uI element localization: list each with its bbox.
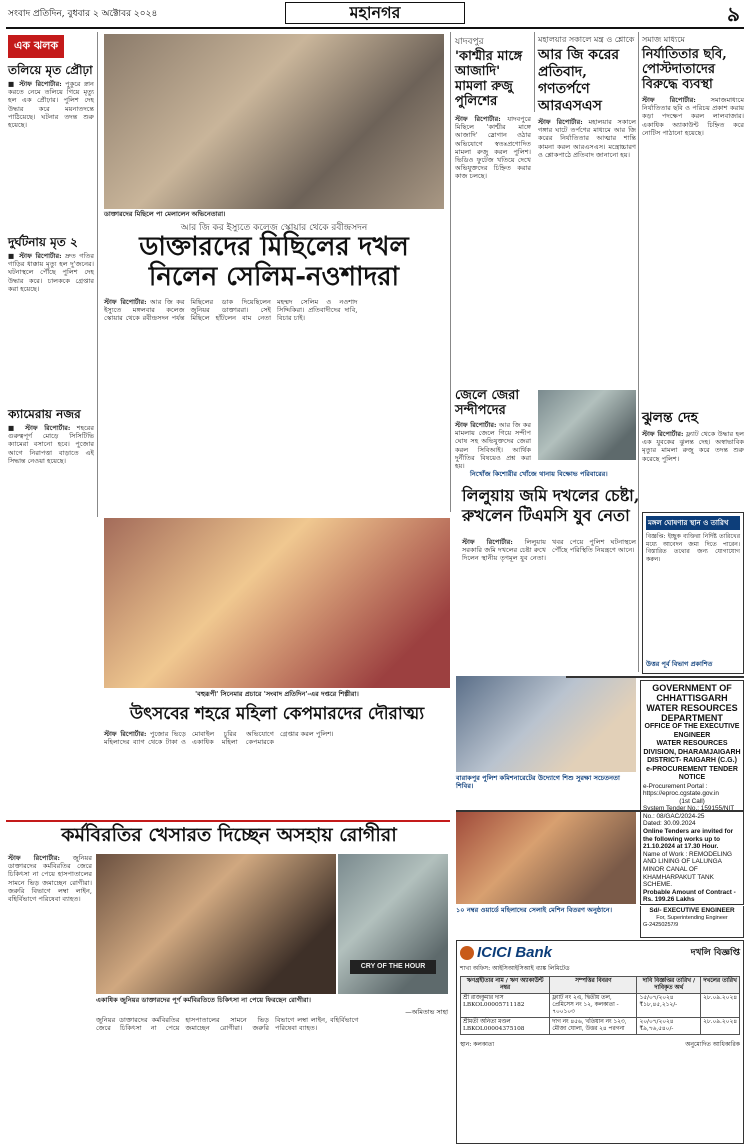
table-cell: দাগ নং ৪৫৬, খতিয়ান নং ১২৩, মৌজা ঘোলা, উত্তর ২৪ পরগনা	[550, 1018, 637, 1035]
sewing-machine-photo	[456, 812, 636, 904]
social-kicker: সমাজ মাধ্যমে	[642, 35, 685, 44]
notice-line: OFFICE OF THE EXECUTIVE ENGINEER	[644, 723, 740, 739]
icici-logo-icon	[460, 946, 474, 960]
icici-name: ICICI Bank	[477, 944, 553, 961]
police-camp-photo	[456, 676, 636, 772]
jail-headline: জেলে জেরা সন্দীপদের	[455, 388, 520, 418]
social-body	[642, 96, 744, 406]
icici-notice-title: দখলি বিজ্ঞপ্তি	[690, 948, 740, 958]
section-title: মহানগর	[285, 2, 465, 24]
table-cell: ২৮.০৯.২০২৪	[701, 994, 740, 1018]
brief-tag: এক ঝলক	[8, 35, 64, 58]
liluah-body	[462, 538, 636, 668]
spacer	[600, 676, 602, 678]
brief-headline: তলিয়ে মৃত প্রৌঢ়া	[8, 63, 93, 77]
brief-text	[8, 80, 94, 230]
ad-text: বিজ্ঞপ্তি: ইচ্ছুক ব্যক্তিরা নির্দিষ্ট তারিখের মধ্যে আবেদন জমা দিতে পারেন। বিস্তারিত তথ্যের জন্য যোগাযোগ করুন।	[646, 533, 740, 563]
notice-line: Probable Amount of Contract - Rs. 199.26 Lakhs	[643, 888, 736, 904]
liluah-headline: লিলুয়ায় জমি দখলের চেষ্টা, রুখলেন টিএমসি যুব নেতা	[462, 486, 640, 525]
icici-logo	[460, 944, 552, 961]
liluah-dateline: স্টাফ রিপোর্টার:	[462, 538, 513, 546]
notice-line: Online Tenders are invited for the following works up to 21.10.2024 at 17.30 Hour.	[643, 828, 734, 851]
plaque-text: CRY OF THE HOUR	[350, 960, 436, 974]
lead-kicker: আর জি কর ইস্যুতে কলেজ স্কোয়ার থেকে রবীন্দ্রসদন	[180, 223, 368, 233]
kashmir-headline: 'কাশ্মীর মাঙ্গে আজাদি' মামলা রুজু পুলিশের	[455, 49, 523, 109]
patients-body-cont	[96, 1016, 448, 1144]
table-header: সম্পত্তির বিবরণ	[550, 977, 637, 994]
table-cell: ২০/০৭/২০২৪ ₹৯,৭৬,৫৪০/-	[637, 1018, 701, 1035]
table-header: ঋণগ্রহীতার নাম / ঋণ অ্যাকাউন্ট নম্বর	[461, 977, 550, 994]
notice-line: WATER RESOURCES DIVISION, DHARAMJAIGARH	[643, 740, 741, 756]
brief-headline: দুর্ঘটনায় মৃত ২	[8, 235, 78, 249]
notice-line: For, Superintending Engineer	[656, 914, 728, 921]
notice-line: Dated: 30.09.2024	[643, 820, 696, 828]
protest-march-photo	[104, 34, 444, 209]
brief-headline: ক্যামেরায় নজর	[8, 407, 81, 421]
notice-line: GOVERNMENT OF CHHATTISGARH	[652, 683, 732, 703]
lead-dateline: স্টাফ রিপোর্টার:	[104, 298, 147, 306]
lead-body	[104, 298, 444, 513]
liluah-text: লিলুয়ায় সরকারি জমি দখলের চেষ্টা রুখে দিলেন স্থানীয় তৃণমূল যুব নেতা। খবর পেয়ে পুলিশ ঘটনাস্থলে পৌঁছে পরিস্থিতি নিয়ন্ত্রণে আনে।	[462, 538, 636, 563]
brief-body: পুকুরে স্নান করতে নেমে তলিয়ে গিয়ে মৃত্যু হল এক প্রৌঢ়ার। পুলিশ দেহ উদ্ধার করে ময়নাতদন্তে পাঠিয়েছে। ঘটনার তদন্ত শুরু হয়েছে।	[8, 80, 94, 130]
patients-text: জুনিয়র ডাক্তারদের কর্মবিরতির জেরে চিকিৎসা না পেয়ে হাসপাতালের সামনে ভিড় জমাচ্ছেন রোগীরা। জরুরি বিভাগে লম্বা লাইন, বহির্বিভাগে পরিষেবা ব্যাহত।	[8, 854, 92, 904]
social-text: সমাজমাধ্যমে নির্যাতিতার ছবি ও পরিচয় প্রকাশ করায় কড়া পদক্ষেপ করল লালবাজার। একাধিক অ্যাকাউন্ট চিহ্নিত করে নোটিস পাঠানো হয়েছে।	[642, 96, 744, 137]
brief-body: শহরের গুরুত্বপূর্ণ মোড়ে সিসিটিভি ক্যামেরা বসানো হবে। পুজোর আগে নিরাপত্তা বাড়াতে এই সিদ্ধান্ত নেওয়া হয়েছে।	[8, 424, 94, 465]
notice-line: System Tender No.: 159155/NIT No.: 08/GAC/2024-25	[643, 805, 735, 820]
notice-ref: G-24250257/9	[643, 922, 679, 929]
rss-dateline: স্টাফ রিপোর্টার:	[538, 118, 583, 126]
brief-text	[8, 252, 94, 402]
lead-text: আর জি কর ইস্যুতে মঙ্গলবার কলেজ স্কোয়ার থেকে রবীন্দ্রসদন পর্যন্ত মিছিলের ডাক দিয়েছিলেন জুনিয়র ডাক্তাররা। সেই মিছিলে হাঁটলেন বাম নেতা মহম্মদ সেলিম ও নওশাদ সিদ্দিকিরা। প্রতিবাদীদের দাবি, বিচার চাই।	[104, 298, 358, 323]
rss-kicker: মহালয়ার সকালে মন্ত্র ও শ্লোকে	[538, 35, 635, 44]
section-rule	[6, 820, 450, 822]
lead-headline: ডাক্তারদের মিছিলের দখল নিলেন সেলিম-নওশাদরা	[139, 232, 409, 292]
masthead-rule	[6, 27, 744, 29]
classified-ad	[642, 512, 744, 674]
jail-text: আর জি কর মামলায় জেলে গিয়ে সন্দীপ ঘোষ সহ অভিযুক্তদের জেরা করল সিবিআই। আর্থিক দুর্নীতির বিষয়েও প্রশ্ন করা হয়।	[455, 421, 531, 471]
police-photo-caption: বারাকপুর পুলিশ কমিশনারেটের উদ্যোগে শিশু সুরক্ষা সচেতনতা শিবির।	[456, 774, 620, 790]
film-promotion-photo	[104, 518, 450, 688]
brief-lead: ■ স্টাফ রিপোর্টার:	[8, 80, 62, 88]
icici-authority: অনুমোদিত আধিকারিক	[685, 1041, 740, 1048]
kashmir-story-head	[455, 34, 531, 109]
patients-photo	[96, 854, 336, 994]
festival-body	[104, 730, 450, 816]
notice-line: Name of Work : REMODELING AND LINING OF LALUNGA MINOR CANAL OF KHAMHARPAKUT TANK SCHEME.	[643, 850, 733, 889]
social-headline: নির্যাতিতার ছবি, পোস্টদাতাদের বিরুদ্ধে ব্যবস্থা	[642, 47, 727, 92]
kashmir-text: যাদবপুরে মিছিলে 'কাশ্মীর মাঙ্গে আজাদি' স্লোগান ওঠার অভিযোগে স্বতঃপ্রণোদিত মামলা রুজু করল পুলিশ। ভিডিও ফুটেজ খতিয়ে দেখে অভিযুক্তদের চিহ্নিত করার কাজ চলছে।	[455, 115, 531, 181]
table-header-row	[461, 977, 740, 994]
social-dateline: স্টাফ রিপোর্টার:	[642, 96, 696, 104]
festival-headline: উৎসবের শহরে মহিলা কেপমারদের দৌরাত্ম্য	[129, 704, 425, 724]
patients-text-cont: জুনিয়র ডাক্তারদের কর্মবিরতির জেরে চিকিৎসা না পেয়ে হাসপাতালের সামনে ভিড় জমাচ্ছেন রোগীরা। জরুরি বিভাগে লম্বা লাইন, বহির্বিভাগে পরিষেবা ব্যাহত।	[96, 1016, 359, 1033]
rss-body	[538, 118, 636, 388]
brief-text	[8, 424, 94, 544]
rss-story-head	[538, 34, 636, 114]
column-divider	[97, 32, 98, 517]
notice-line: e-Procurement Portal : https://eproc.cgstate.gov.in	[643, 782, 719, 798]
rss-headline: আর জি করের প্রতিবাদ, গণতর্পণে আরএসএস	[538, 47, 620, 114]
table-header: দখলের তারিখ	[701, 977, 740, 994]
hanging-body	[642, 430, 744, 463]
hanging-text: ফ্ল্যাট থেকে উদ্ধার হল এক যুবকের ঝুলন্ত দেহ। অস্বাভাবিক মৃত্যুর মামলা রুজু করে তদন্ত শুরু করেছে পুলিশ।	[642, 430, 744, 463]
spacer	[566, 676, 744, 678]
notice-line: DISTRICT- RAIGARH (C.G.)	[647, 757, 737, 764]
table-cell: ২৮.০৯.২০২৪	[701, 1018, 740, 1035]
hanging-dateline: স্টাফ রিপোর্টার:	[642, 430, 684, 438]
festival-text: পুজোর ভিড়ে মহিলাদের ব্যাগ থেকে টাকা ও মোবাইল চুরির অভিযোগে একাধিক মহিলা কেপমারকে গ্রেপ্তার করল পুলিশ।	[104, 730, 334, 747]
photo-caption: ডাক্তারদের মিছিলে পা মেলালেন অভিনেতারা।	[104, 210, 226, 218]
brief-column	[8, 34, 94, 514]
masthead-date: সংবাদ প্রতিদিন, বুধবার ২ অক্টোবর ২০২৪	[8, 9, 158, 19]
brief-item	[8, 236, 94, 402]
icici-place: স্থান: কলকাতা	[460, 1041, 495, 1048]
icici-header	[460, 944, 740, 961]
table-row	[461, 994, 740, 1018]
jail-dateline: স্টাফ রিপোর্টার:	[455, 421, 497, 429]
column-divider	[534, 32, 535, 112]
icici-footer	[460, 1039, 740, 1050]
patients-dateline: স্টাফ রিপোর্টার:	[8, 854, 60, 862]
table-row	[461, 1018, 740, 1035]
table-cell: ১৫/০৭/২০২৪ ₹১৮,৪৫,২১২/-	[637, 994, 701, 1018]
liluah-photo-left	[538, 390, 636, 460]
brief-item	[8, 408, 94, 544]
patients-photo-caption: একাধিক জুনিয়র ডাক্তারদের পূর্ণ কর্মবিরতিতে চিকিৎসা না পেয়ে ফিরছেন রোগীরা।	[96, 996, 311, 1004]
festival-dateline: স্টাফ রিপোর্টার:	[104, 730, 147, 738]
notice-line: (1st Call)	[679, 797, 705, 805]
hanging-headline: ঝুলন্ত দেহ	[642, 410, 698, 426]
sewing-photo-caption: ১০ নম্বর ওয়ার্ডে মহিলাদের সেলাই মেশিন বিতরণ অনুষ্ঠানে।	[456, 906, 613, 914]
photo-byline: —অমিতাভ সাহা	[405, 1008, 448, 1016]
table-cell: ফ্ল্যাট নং ২এ, দ্বিতীয় তল, প্রেমিসেস নং ১২, কলকাতা - ৭০০১০৩	[550, 994, 637, 1018]
govt-tender-notice	[640, 680, 744, 905]
notice-line: WATER RESOURCES DEPARTMENT	[646, 703, 738, 723]
kashmir-dateline: স্টাফ রিপোর্টার:	[455, 115, 501, 123]
icici-branch: শাখা অফিস: আইসিআইসিআই ব্যাঙ্ক লিমিটেড	[460, 965, 570, 972]
brief-item	[8, 64, 94, 230]
kashmir-kicker: যাদবপুর	[455, 37, 484, 47]
liluah-photo-caption: নিখোঁজ কিশোরীর খোঁজে থানায় বিক্ষোভ পরিবারের।	[470, 470, 608, 478]
jail-body	[455, 421, 531, 470]
hanging-story	[642, 410, 744, 510]
ad-head: মঙ্গল ঘোষণার স্থান ও তারিখ	[646, 516, 740, 530]
column-divider	[450, 32, 451, 512]
brief-lead: ■ স্টাফ রিপোর্টার:	[8, 252, 62, 260]
brief-body: দ্রুত গতির গাড়ির ধাক্কায় মৃত্যু হল দু'জনের। ঘটনাস্থলে পৌঁছে পুলিশ দেহ উদ্ধার করে। চালককে গ্রেপ্তার করা হয়েছে।	[8, 252, 94, 293]
icici-table	[460, 976, 740, 1035]
ad-footer: উত্তর পূর্ব বিভাগ প্রকাশিত	[646, 660, 713, 668]
kashmir-body	[455, 115, 531, 385]
film-photo-caption: 'বহুরূপী' সিনেমার প্রচারে 'সংবাদ প্রতিদিন'-এর দপ্তরে শিল্পীরা।	[195, 690, 359, 698]
patients-body	[8, 854, 92, 1144]
icici-possession-notice	[456, 940, 744, 1144]
table-header: দাবি বিজ্ঞপ্তির তারিখ / দাবিকৃত অর্থ	[637, 977, 701, 994]
social-story-head	[642, 34, 744, 94]
table-cell: শ্রীমতী অনিতা মণ্ডল LBKOL00004375108	[461, 1018, 550, 1035]
brief-lead: ■ স্টাফ রিপোর্টার:	[8, 424, 71, 432]
notice-line: Sd/- EXECUTIVE ENGINEER	[649, 907, 735, 914]
rss-text: মহালয়ার সকালে গঙ্গার ঘাটে তর্পণের মাধ্যমে আর জি করের নির্যাতিতার আত্মার শান্তি কামনা করল আরএসএস। মন্ত্রোচ্চারণ ও শ্লোকপাঠে প্রতিবাদ জানানো হয়।	[538, 118, 636, 159]
column-divider	[638, 32, 639, 672]
patients-headline: কর্মবিরতির খেসারত দিচ্ছেন অসহায় রোগীরা	[61, 824, 397, 846]
table-cell: শ্রী রাজকুমার দাস LBKOL00005711182	[461, 994, 550, 1018]
page-number: ৯	[727, 2, 740, 26]
govt-notice-signature	[640, 906, 744, 938]
notice-line: e-PROCUREMENT TENDER NOTICE	[646, 765, 738, 781]
